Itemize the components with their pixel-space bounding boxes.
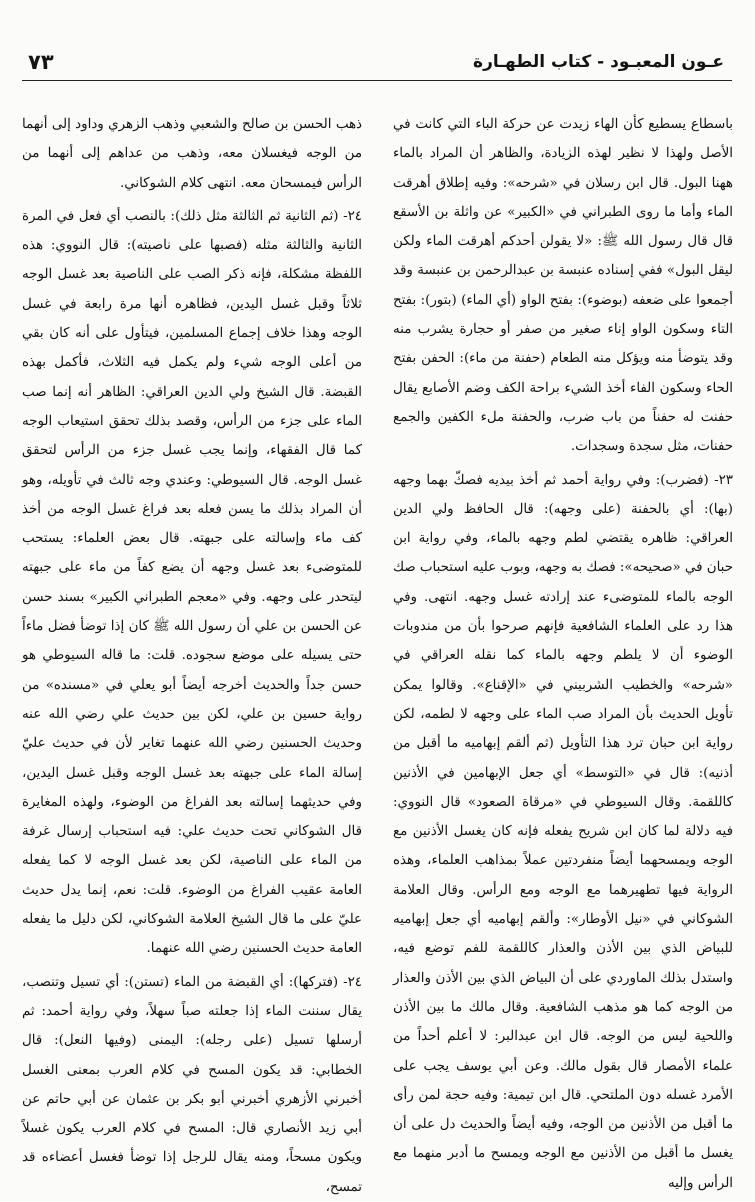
paragraph: ذهب الحسن بن صالح والشعبي وذهب الزهري وداود إلى أنهما من الوجه فيغسلان معه، وذهب من عداهم إلى أنهما من الرأس فيمسحان معه. انتهى كلام الشوكاني. xyxy=(22,117,362,191)
paragraph: ٢٣- (فضرب): وفي رواية أحمد ثم أخذ بيديه فصكّ بهما وجهه (بها): أي بالحفنة (على وجهه): قال الحافظ ولي الدين العراقي: ظاهره يقتضي لطم وجهه بالماء، وفي رواية ابن حبان في «صحيحه»: فصك به وجهه، وبوب عليه استحباب صك الوجه بالماء للمتوضىء عند إرادته غسل وجهه. انتهى. وفي هذا رد على العلماء الشافعية فإنهم صرحوا بأن من مندوبات الوضوء أن لا يلطم وجهه بالماء كما نقله العراقي في «شرحه» والخطيب الشربيني في «الإقناع». وقالوا يمكن تأويل الحديث بأن المراد صب الماء على وجهه لا لطمه، لكن رواية ابن حبان ترد هذا التأويل (ثم ألقم إبهاميه ما أقبل من أذنيه): قال في «التوسط» أي جعل الإبهامين في الأذنين كاللقمة. وقال السيوطي في «مرقاة الصعود» قال النووي: فيه دلالة لما كان ابن شريح يفعله فإنه كان يغسل الأذنين مع الوجه ويمسحهما أيضاً منفردتين عملاً بمذاهب العلماء، وهذه الرواية فيها تطهيرهما مع الوجه ومع الرأس. وقال العلامة الشوكاني في «نيل الأوطار»: وألقم إبهاميه أي جعل إبهاميه للبياض الذي بين الأذن والعذار كاللقمة للفم توضع فيه، واستدل بذلك الماوردي على أن البياض الذي بين الأذن والعذار من الوجه كما هو مذهب الشافعية. وقال مالك ما بين الأذن واللحية ليس من الوجه. قال ابن عبدالبر: لا أعلم أحداً من علماء الأمصار قال بقول مالك. وعن أبي يوسف يجب على الأمرد غسله دون الملتحي. قال ابن تيمية: وفيه حجة لمن رأى ما أقبل من الأذنين من الوجه، وفيه أيضاً والحديث دل على أن يغسل ما أقبل من الأذنين مع الوجه ويمسح ما أدبر منهما مع الرأس وإليه xyxy=(393,472,733,1191)
paragraph: باسطاع يسطيع كأن الهاء زيدت عن حركة الباء التي كانت في الأصل ولهذا لا نظير لهذه الزيادة، والظاهر أن المراد بالماء ههنا البول. قال ابن رسلان في «شرحه»: وفيه إطلاق أهرقت الماء وأما ما روى الطبراني في «الكبير» عن واثلة بن الأسقع قال قال رسول الله ﷺ: «لا يقولن أحدكم أهرقت الماء ولكن ليقل البول» ففي إسناده عنبسة بن عبدالرحمن بن عنبسة وقد أجمعوا على ضعفه (بوضوء): بفتح الواو (أي الماء) (بتور): بفتح التاء وسكون الواو إناء صغير من صفر أو حجارة يشرب منه وقد يتوضأ منه ويؤكل منه الطعام (حفنة من ماء): الحفن بفتح الحاء وسكون الفاء أخذ الشيء براحة الكف وضم الأصابع يقال حفنت له حفناً من باب ضرب، والحفنة ملء الكفين والجمع حفنات، مثل سجدة وسجدات. xyxy=(393,117,733,455)
page-number: ٧٣ xyxy=(28,50,54,74)
running-title: عـون المعبـود - كتاب الطهـارة xyxy=(473,52,724,72)
paragraph: ٢٤- (فتركها): أي القبضة من الماء (تستن): أي تسيل وتنصب، يقال سننت الماء إذا جعلته صباً سهلاً، وفي رواية أحمد: ثم أرسلها تسيل (على رجله): اليمنى (وفيها النعل): قال الخطابي: قد يكون المسح في كلام العرب بمعنى الغسل أخبرني الأزهري أخبرني أبو بكر بن عثمان عن أبي حاتم عن أبي زيد الأنصاري قال: المسح في كلام العرب يكون غسلاً ويكون مسحاً، ومنه يقال للرجل إذا توضأ فغسل أعضاءه قد تمسح، xyxy=(22,974,362,1195)
right-column xyxy=(393,110,733,1191)
left-column xyxy=(22,110,362,1195)
page-header xyxy=(22,44,732,81)
paragraph: ٢٤- (ثم الثانية ثم الثالثة مثل ذلك): بالنصب أي فعل في المرة الثانية والثالثة مثله (فصبها على ناصيته): قال النووي: هذه اللفظة مشكلة، فإنه ذكر الصب على الناصية بعد غسل الوجه ثلاثاً وقبل غسل اليدين، فظاهره أنها مرة رابعة في غسل الوجه وهذا خلاف إجماع المسلمين، فيتأول على أنه كان بقي من أعلى الوجه شيء ولم يكمل فيه الثلاث، فأكمل بهذه القبضة. قال الشيخ ولي الدين العراقي: الظاهر أنه إنما صب الماء على جزء من الرأس، وقصد بذلك تحقق استيعاب الوجه كما قال الفقهاء، وإنما يجب غسل جزء من الرأس لتحقق غسل الوجه. قال السيوطي: وعندي وجه ثالث في تأويله، وهو أن المراد بذلك ما يسن فعله بعد فراغ غسل الوجه من أخذ كف ماء وإسالته على جبهته. قال بعض العلماء: يستحب للمتوضىء بعد غسل وجهه أن يضع كفاً من ماء على جبهته ليتحدر على وجهه. وفي «معجم الطبراني الكبير» بسند حسن عن الحسن بن علي أن رسول الله ﷺ كان إذا توضأ فضل ماءاً حتى يسيله على موضع سجوده. قلت: ما قاله السيوطي هو حسن جداً والحديث أخرجه أيضاً أبو يعلي في «مسنده» من رواية حسين بن علي، لكن بين حديث علي رضي الله عنه وحديث الحسنين رضي الله عنهما تغاير لأن في حديث عليّ إسالة الماء على جبهته بعد غسل الوجه وقبل غسل اليدين، وفي حديثهما إسالته بعد الفراغ من الوضوء، ولهذه المغايرة قال الشوكاني تحت حديث علي: فيه استحباب إرسال غرفة من الماء على الناصية، لكن بعد غسل الوجه لا كما يفعله العامة عقيب الفراغ من الوضوء. قلت: نعم، إنما يدل حديث عليّ على ما قال الشيخ العلامة الشوكاني، لكن دليل ما يفعله العامة حديث الحسنين رضي الله عنهما. xyxy=(22,208,362,957)
